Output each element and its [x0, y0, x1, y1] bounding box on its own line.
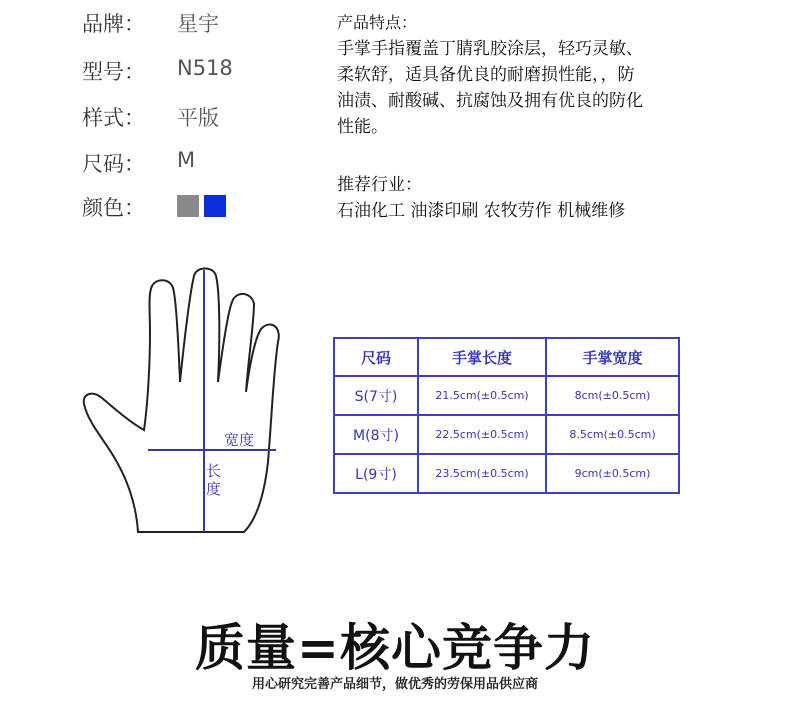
color-swatch-blue [204, 195, 226, 217]
spec-label: 品牌： [82, 12, 145, 36]
product-features [337, 10, 747, 140]
industry-heading: 推荐行业： [337, 175, 422, 195]
slogan: 质量=核心竞争力 [195, 619, 595, 677]
industry-list: 石油化工 油漆印刷 农牧劳作 机械维修 [337, 201, 626, 221]
table-cell: L(9寸) [334, 454, 418, 493]
table-cell: 9cm(±0.5cm) [546, 454, 679, 493]
table-cell: S(7寸) [334, 376, 418, 415]
glove-outline [84, 269, 279, 533]
table-header: 尺码 [334, 338, 418, 376]
spec-value: N518 [177, 56, 233, 80]
width-label: 宽度 [224, 431, 255, 449]
table-header: 手掌长度 [418, 338, 546, 376]
table-row [334, 415, 679, 454]
features-line: 手掌手指覆盖丁腈乳胶涂层，轻巧灵敏、 [337, 39, 643, 59]
features-heading: 产品特点： [337, 13, 418, 32]
spec-value: 星宇 [177, 12, 219, 36]
size-table [333, 337, 680, 494]
table-row [334, 376, 679, 415]
subslogan: 用心研究完善产品细节，做优秀的劳保用品供应商 [251, 677, 538, 692]
glove-measurement-diagram [78, 262, 288, 538]
recommended-industries [337, 172, 625, 224]
spec-label: 型号： [82, 60, 145, 84]
table-header-row [334, 338, 679, 376]
length-label-top: 长 [206, 462, 222, 480]
spec-value: M [177, 148, 196, 172]
spec-label: 尺码： [82, 152, 145, 176]
color-swatch-gray [177, 195, 199, 217]
table-cell: 21.5cm(±0.5cm) [418, 376, 546, 415]
features-line: 油渍、耐酸碱、抗腐蚀及拥有优良的防化 [337, 91, 643, 111]
table-cell: 23.5cm(±0.5cm) [418, 454, 546, 493]
table-cell: M(8寸) [334, 415, 418, 454]
table-row [334, 454, 679, 493]
spec-value: 平版 [177, 106, 219, 130]
table-cell: 8.5cm(±0.5cm) [546, 415, 679, 454]
spec-label: 样式： [82, 106, 145, 130]
table-cell: 8cm(±0.5cm) [546, 376, 679, 415]
spec-label: 颜色： [82, 196, 145, 220]
features-line: 性能。 [337, 117, 388, 137]
features-line: 柔软舒，适具备优良的耐磨损性能，，防 [337, 65, 635, 85]
length-label-bottom: 度 [206, 480, 222, 498]
table-cell: 22.5cm(±0.5cm) [418, 415, 546, 454]
table-header: 手掌宽度 [546, 338, 679, 376]
